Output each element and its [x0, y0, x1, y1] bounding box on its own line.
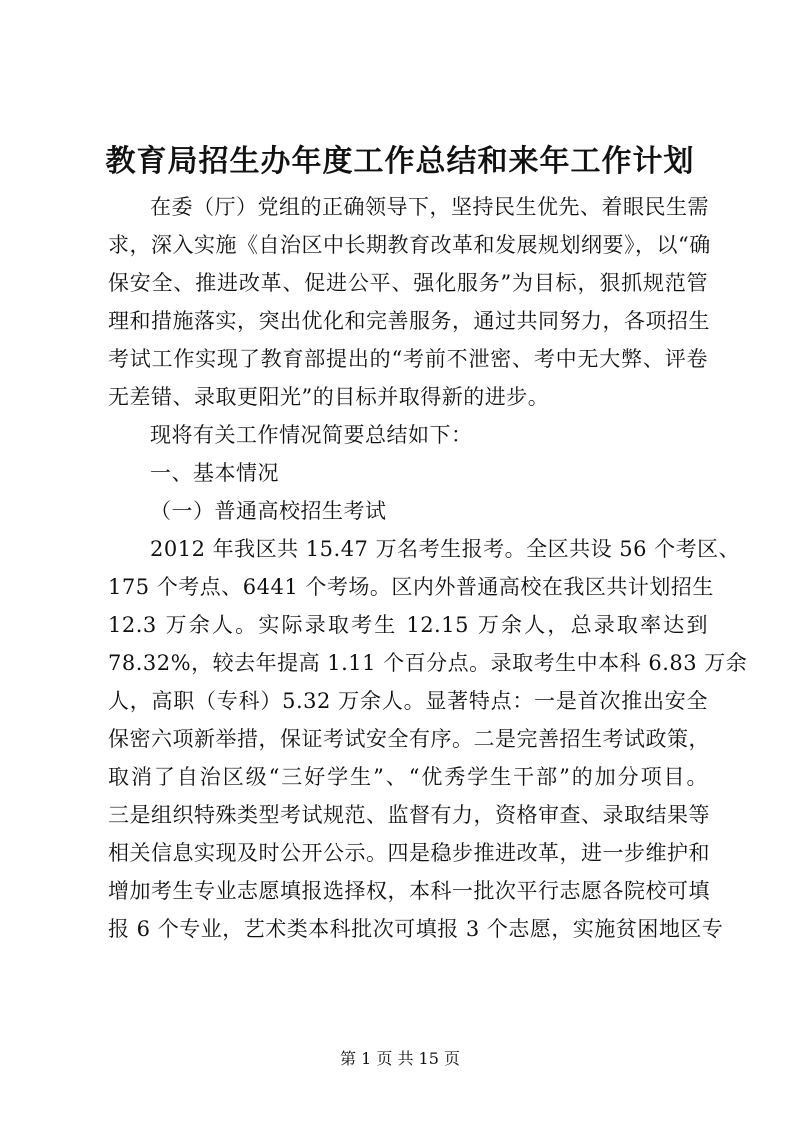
text-line: 无差错、录取更阳光”的目标并取得新的进步。: [108, 385, 550, 409]
text-line: 增加考生专业志愿填报选择权，本科一批次平行志愿各院校可填: [108, 879, 710, 903]
subsection-heading: （一）普通高校招生考试: [150, 499, 387, 523]
text-line: 取消了自治区级“三好学生”、“优秀学生干部”的加分项目。: [108, 765, 708, 789]
paragraph-intro: [108, 188, 711, 416]
paragraph-summary-lead: 现将有关工作情况简要总结如下：: [150, 423, 473, 447]
text-line: 求，深入实施《自治区中长期教育改革和发展规划纲要》，以“确: [108, 233, 711, 257]
text-line: 考试工作实现了教育部提出的“考前不泄密、考中无大弊、评卷: [108, 347, 708, 371]
text-line: 人，高职（专科）5.32 万余人。显著特点：一是首次推出安全: [108, 689, 708, 713]
page-footer: 第 1 页 共 15 页: [340, 1049, 460, 1068]
text-line: 175 个考点、6441 个考场。区内外普通高校在我区共计划招生: [108, 575, 714, 599]
paragraph-admissions: [108, 530, 748, 948]
text-line: 12.3 万余人。实际录取考生 12.15 万余人，总录取率达到: [108, 613, 708, 637]
text-line: 在委（厅）党组的正确领导下，坚持民生优先、着眼民生需: [150, 195, 709, 219]
section-heading: 一、基本情况: [150, 461, 279, 485]
document-body: [108, 188, 748, 948]
text-line: 理和措施落实，突出优化和完善服务，通过共同努力，各项招生: [108, 309, 710, 333]
text-line: 报 6 个专业，艺术类本科批次可填报 3 个志愿，实施贫困地区专: [108, 917, 724, 941]
text-line: 2012 年我区共 15.47 万名考生报考。全区共设 56 个考区、: [150, 537, 741, 561]
document-title: 教育局招生办年度工作总结和来年工作计划: [105, 144, 695, 179]
text-line: 保密六项新举措，保证考试安全有序。二是完善招生考试政策，: [108, 727, 710, 751]
text-line: 78.32%，较去年提高 1.11 个百分点。录取考生中本科 6.83 万余: [108, 651, 748, 675]
text-line: 三是组织特殊类型考试规范、监督有力，资格审查、录取结果等: [108, 803, 710, 827]
text-line: 保安全、推进改革、促进公平、强化服务”为目标，狠抓规范管: [108, 271, 708, 295]
text-line: 相关信息实现及时公开公示。四是稳步推进改革，进一步维护和: [108, 841, 710, 865]
